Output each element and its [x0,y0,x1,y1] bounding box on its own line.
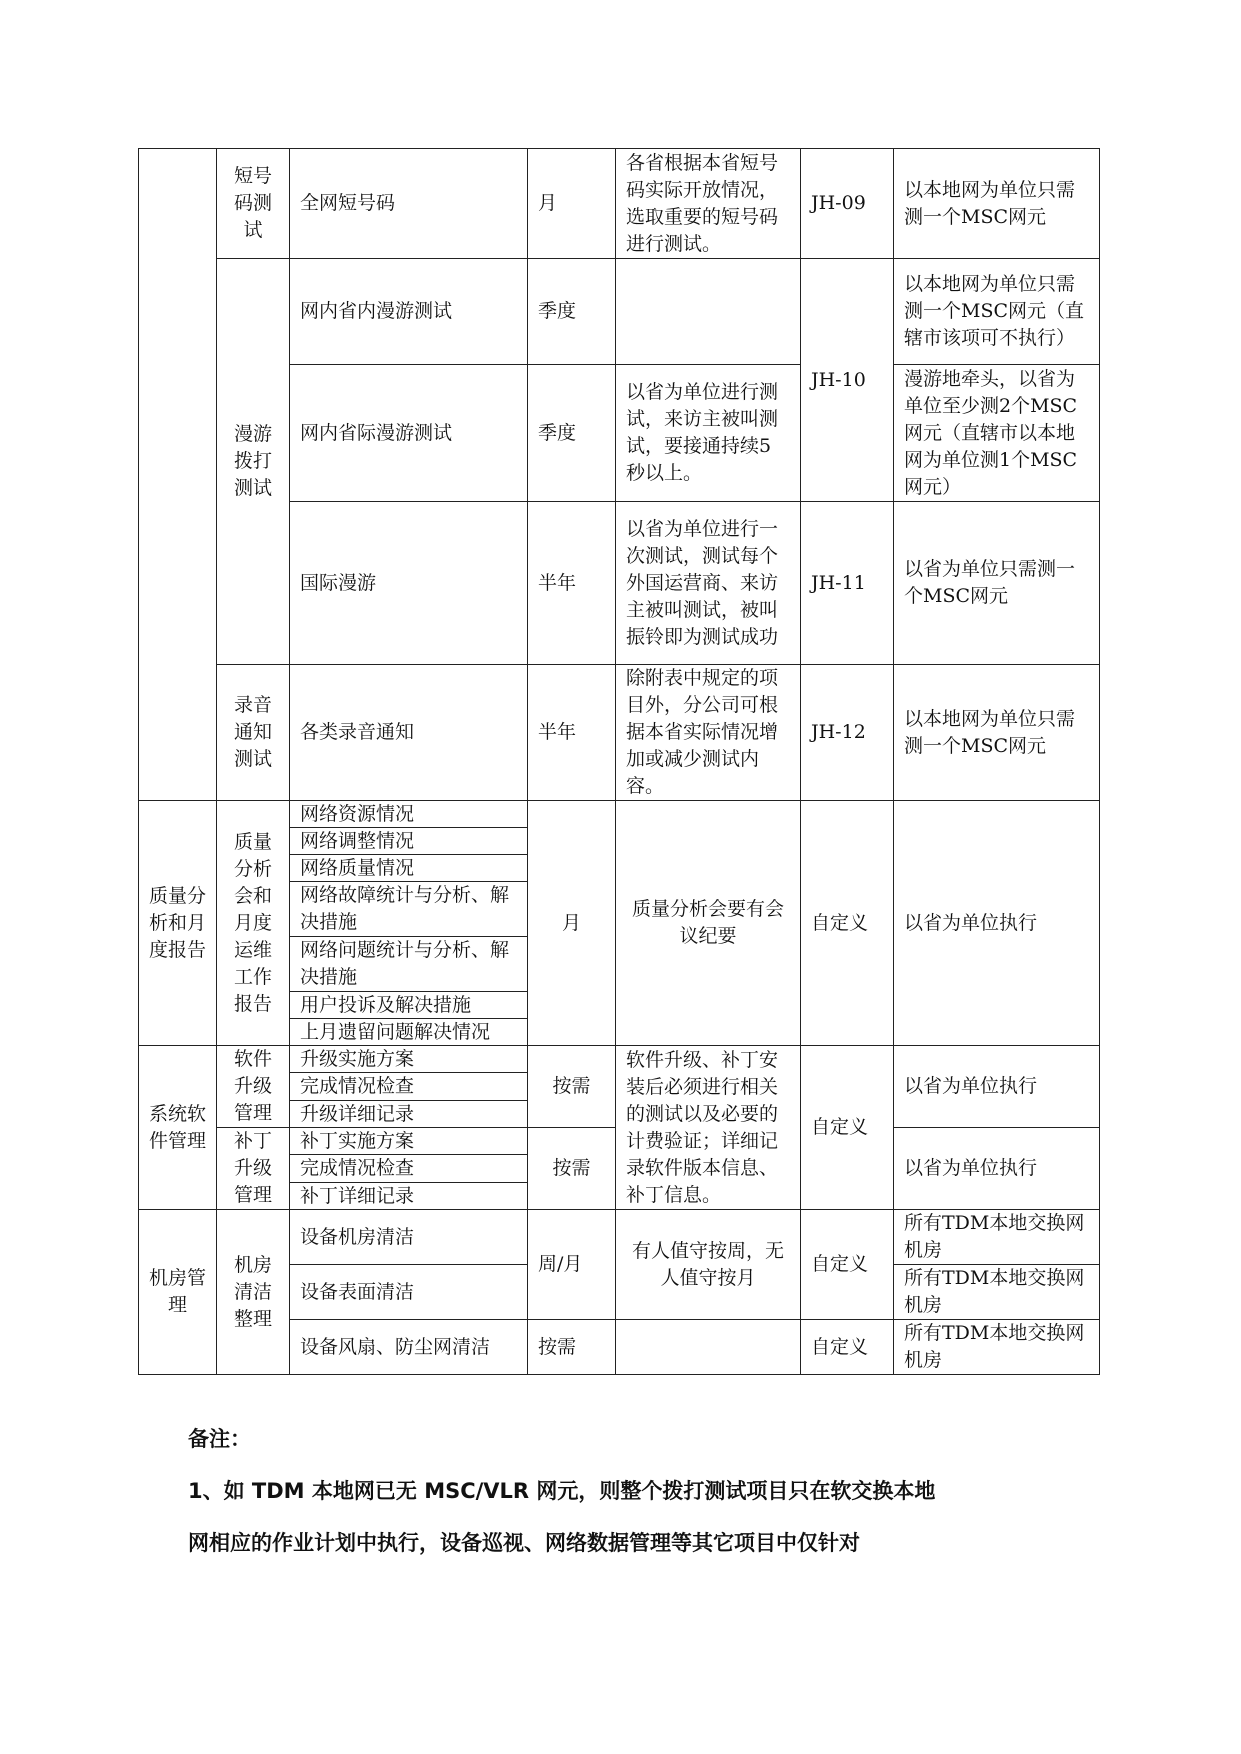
notes-line: 网相应的作业计划中执行，设备巡视、网络数据管理等其它项目中仅针对 [188,1531,860,1555]
requirement-cell: 软件升级、补丁安装后必须进行相关的测试以及必要的计费验证；详细记录软件版本信息、补丁信息。 [616,1046,801,1210]
code-cell: 自定义 [801,1210,894,1320]
item-cell: 完成情况检查 [290,1155,528,1182]
subcategory-cell: 软件升级管理 [217,1046,290,1128]
frequency-cell: 季度 [528,365,616,502]
requirement-cell: 以省为单位进行一次测试，测试每个外国运营商、来访主被叫测试，被叫振铃即为测试成功 [616,502,801,665]
category-cell: 质量分析和月度报告 [139,801,217,1046]
table-row [139,665,1100,801]
scope-cell: 漫游地牵头，以省为单位至少测2个MSC网元（直辖市以本地网为单位测1个MSC网元） [894,365,1100,502]
code-cell: JH-09 [801,149,894,259]
requirement-cell [616,1320,801,1375]
subcategory-cell: 漫游拨打测试 [217,259,290,665]
item-cell: 设备机房清洁 [290,1210,528,1265]
item-cell: 补丁实施方案 [290,1128,528,1155]
item-cell: 网内省内漫游测试 [290,259,528,365]
code-cell: 自定义 [801,1046,894,1210]
item-cell: 网络问题统计与分析、解决措施 [290,937,528,992]
scope-cell: 以省为单位执行 [894,1046,1100,1128]
code-cell: JH-12 [801,665,894,801]
item-cell: 设备表面清洁 [290,1265,528,1320]
requirement-cell: 以省为单位进行测试，来访主被叫测试，要接通持续5秒以上。 [616,365,801,502]
requirement-cell: 除附表中规定的项目外，分公司可根据本省实际情况增加或减少测试内容。 [616,665,801,801]
notes-heading: 备注： [188,1427,251,1451]
scope-cell: 以省为单位执行 [894,1128,1100,1210]
item-cell: 网络质量情况 [290,855,528,882]
item-cell: 国际漫游 [290,502,528,665]
scope-cell: 以本地网为单位只需测一个MSC网元 [894,149,1100,259]
subcategory-cell: 机房清洁整理 [217,1210,290,1375]
notes-line: 1、如 TDM 本地网已无 MSC/VLR 网元，则整个拨打测试项目只在软交换本地 [188,1479,936,1503]
item-cell: 各类录音通知 [290,665,528,801]
frequency-cell: 按需 [528,1320,616,1375]
subcategory-cell: 录音通知测试 [217,665,290,801]
item-cell: 上月遗留问题解决情况 [290,1019,528,1046]
item-cell: 设备风扇、防尘网清洁 [290,1320,528,1375]
requirement-cell: 有人值守按周，无人值守按月 [616,1210,801,1320]
code-cell: JH-10 [801,259,894,502]
frequency-cell: 半年 [528,502,616,665]
subcategory-cell: 补丁升级管理 [217,1128,290,1210]
requirement-cell [616,259,801,365]
item-cell: 网内省际漫游测试 [290,365,528,502]
category-cell: 系统软件管理 [139,1046,217,1210]
category-cell: 机房管理 [139,1210,217,1375]
item-cell: 网络故障统计与分析、解决措施 [290,882,528,937]
requirement-cell: 质量分析会要有会议纪要 [616,801,801,1046]
frequency-cell: 季度 [528,259,616,365]
item-cell: 升级实施方案 [290,1046,528,1073]
item-cell: 网络资源情况 [290,801,528,828]
work-plan-table [138,148,1100,1375]
scope-cell: 以省为单位只需测一个MSC网元 [894,502,1100,665]
item-cell: 全网短号码 [290,149,528,259]
subcategory-cell: 短号码测试 [217,149,290,259]
item-cell: 升级详细记录 [290,1100,528,1127]
frequency-cell: 月 [528,801,616,1046]
scope-cell: 以本地网为单位只需测一个MSC网元（直辖市该项可不执行） [894,259,1100,365]
frequency-cell: 按需 [528,1128,616,1210]
code-cell: 自定义 [801,801,894,1046]
item-cell: 用户投诉及解决措施 [290,992,528,1019]
scope-cell: 所有TDM本地交换网机房 [894,1265,1100,1320]
frequency-cell: 半年 [528,665,616,801]
scope-cell: 以本地网为单位只需测一个MSC网元 [894,665,1100,801]
subcategory-cell: 质量分析会和月度运维工作报告 [217,801,290,1046]
requirement-cell: 各省根据本省短号码实际开放情况，选取重要的短号码进行测试。 [616,149,801,259]
frequency-cell: 周/月 [528,1210,616,1320]
notes-section [188,1417,1068,1565]
item-cell: 补丁详细记录 [290,1182,528,1209]
code-cell: JH-11 [801,502,894,665]
frequency-cell: 按需 [528,1046,616,1128]
table-row [139,259,1100,365]
frequency-cell: 月 [528,149,616,259]
category-cell [139,149,217,801]
code-cell: 自定义 [801,1320,894,1375]
item-cell: 完成情况检查 [290,1073,528,1100]
table-row [139,1046,1100,1073]
table-row [139,1210,1100,1265]
table-row [139,149,1100,259]
item-cell: 网络调整情况 [290,828,528,855]
scope-cell: 所有TDM本地交换网机房 [894,1210,1100,1265]
scope-cell: 以省为单位执行 [894,801,1100,1046]
table-row [139,801,1100,828]
scope-cell: 所有TDM本地交换网机房 [894,1320,1100,1375]
